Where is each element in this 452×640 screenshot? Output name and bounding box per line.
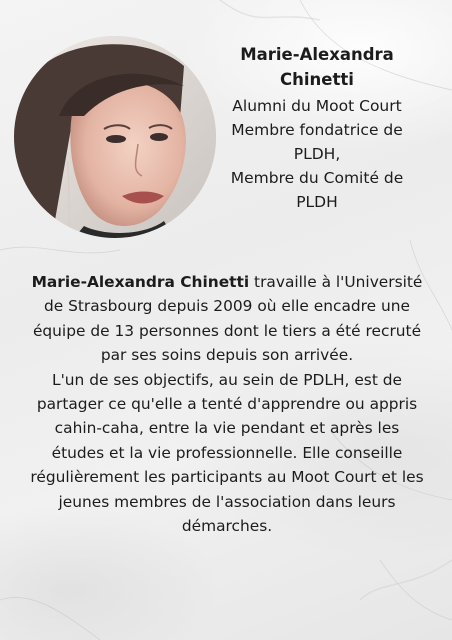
- profile-header: [214, 42, 420, 214]
- role-founder: Membre fondatrice de PLDH,: [231, 121, 403, 163]
- biography-paragraph-2: L'un de ses objectifs, au sein de PDLH, est de partager ce qu'elle a tenté d'apprendre ou appris cahin-caha, entre la vie pendant et après les études et la vie professionnelle. Elle conseille régulièrement les participants au Moot Court et les jeunes membres de l'association dans leurs démarches.: [30, 370, 424, 536]
- profile-photo: [14, 36, 216, 238]
- biography-text-1: travaille à l'Université de Strasbourg depuis 2009 où elle encadre une équipe de 13 personnes dont le tiers a été recruté par ses soins depuis son arrivée.: [32, 273, 423, 365]
- role-alumni: Alumni du Moot Court: [232, 97, 402, 115]
- biography: [28, 270, 426, 538]
- biography-name: Marie-Alexandra Chinetti: [31, 273, 250, 291]
- role-committee: Membre du Comité de PLDH: [230, 169, 404, 211]
- profile-name: Marie-Alexandra Chinetti: [240, 45, 394, 89]
- portrait-image: [14, 36, 216, 238]
- biography-paragraph-1: [28, 270, 426, 368]
